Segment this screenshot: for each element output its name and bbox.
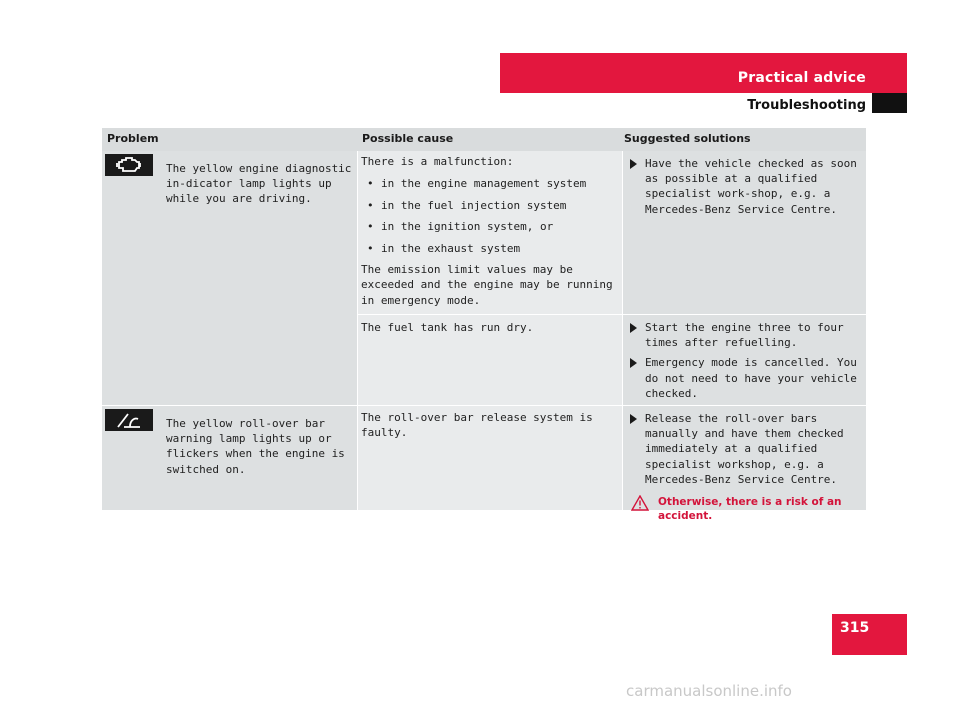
- table-row: [102, 151, 866, 405]
- solution-cell: [623, 315, 866, 405]
- warning-text: Otherwise, there is a risk of an accident.: [658, 496, 842, 523]
- table-row: [102, 406, 866, 523]
- section-title: Practical advice: [737, 70, 866, 86]
- solution-text: Start the engine three to four times after refuelling.: [645, 321, 844, 350]
- list-item: • in the engine management system: [361, 176, 619, 191]
- solution-item: [623, 156, 866, 217]
- problem-cell: [102, 406, 357, 510]
- solution-text: Have the vehicle checked as soon as possible at a qualified specialist work-shop, e.g. a Mercedes-Benz Service Centre.: [645, 157, 857, 216]
- solution-item: [623, 411, 866, 487]
- cause-bullet-list: [361, 176, 619, 256]
- cause-note: The emission limit values may be exceeded and the engine may be running in emergency mode.: [361, 263, 613, 307]
- list-item: • in the fuel injection system: [361, 198, 619, 213]
- problem-text: The yellow roll-over bar warning lamp lights up or flickers when the engine is switched on.: [166, 417, 345, 476]
- cause-intro: There is a malfunction:: [361, 155, 514, 168]
- column-header-problem: Problem: [107, 132, 159, 145]
- cause-cell: [358, 315, 622, 405]
- subsection-header: [500, 93, 907, 113]
- list-item: • in the exhaust system: [361, 241, 619, 256]
- roll-over-bar-lamp-icon: [105, 409, 153, 431]
- solution-text: Release the roll-over bars manually and have them checked immediately at a qualified specialist workshop, e.g. a Mercedes-Benz Service Centre.: [645, 412, 844, 486]
- arrow-icon: [630, 358, 637, 368]
- arrow-icon: [630, 159, 637, 169]
- problem-cell: [102, 151, 357, 405]
- column-header-cause: Possible cause: [362, 132, 454, 145]
- section-header: [500, 53, 907, 93]
- arrow-icon: [630, 323, 637, 333]
- watermark-text: carmanualsonline.info: [626, 682, 792, 700]
- solution-cell: [623, 151, 866, 314]
- cause-text: The fuel tank has run dry.: [361, 321, 534, 334]
- warning-triangle-icon: [631, 495, 649, 511]
- troubleshooting-table: [102, 128, 866, 523]
- solution-text: Emergency mode is cancelled. You do not need to have your vehicle checked.: [645, 356, 857, 400]
- column-header-solutions: Suggested solutions: [624, 132, 751, 145]
- problem-text: The yellow engine diagnostic in-dicator lamp lights up while you are driving.: [166, 162, 352, 206]
- cause-cell: [358, 406, 622, 510]
- list-item: • in the ignition system, or: [361, 219, 619, 234]
- cause-text: The roll-over bar release system is faulty.: [361, 411, 593, 440]
- cause-cell: [358, 151, 622, 314]
- page-number-box: [832, 614, 907, 655]
- solution-cell: [623, 406, 866, 523]
- subsection-title: Troubleshooting: [747, 98, 866, 113]
- engine-diagnostic-lamp-icon: [105, 154, 153, 176]
- solution-item: [623, 320, 866, 350]
- arrow-icon: [630, 414, 637, 424]
- warning-note: [623, 495, 866, 523]
- solution-item: [623, 355, 866, 401]
- header-black-tab: [872, 93, 907, 113]
- page-number: 315: [840, 620, 870, 636]
- table-header: [102, 128, 866, 151]
